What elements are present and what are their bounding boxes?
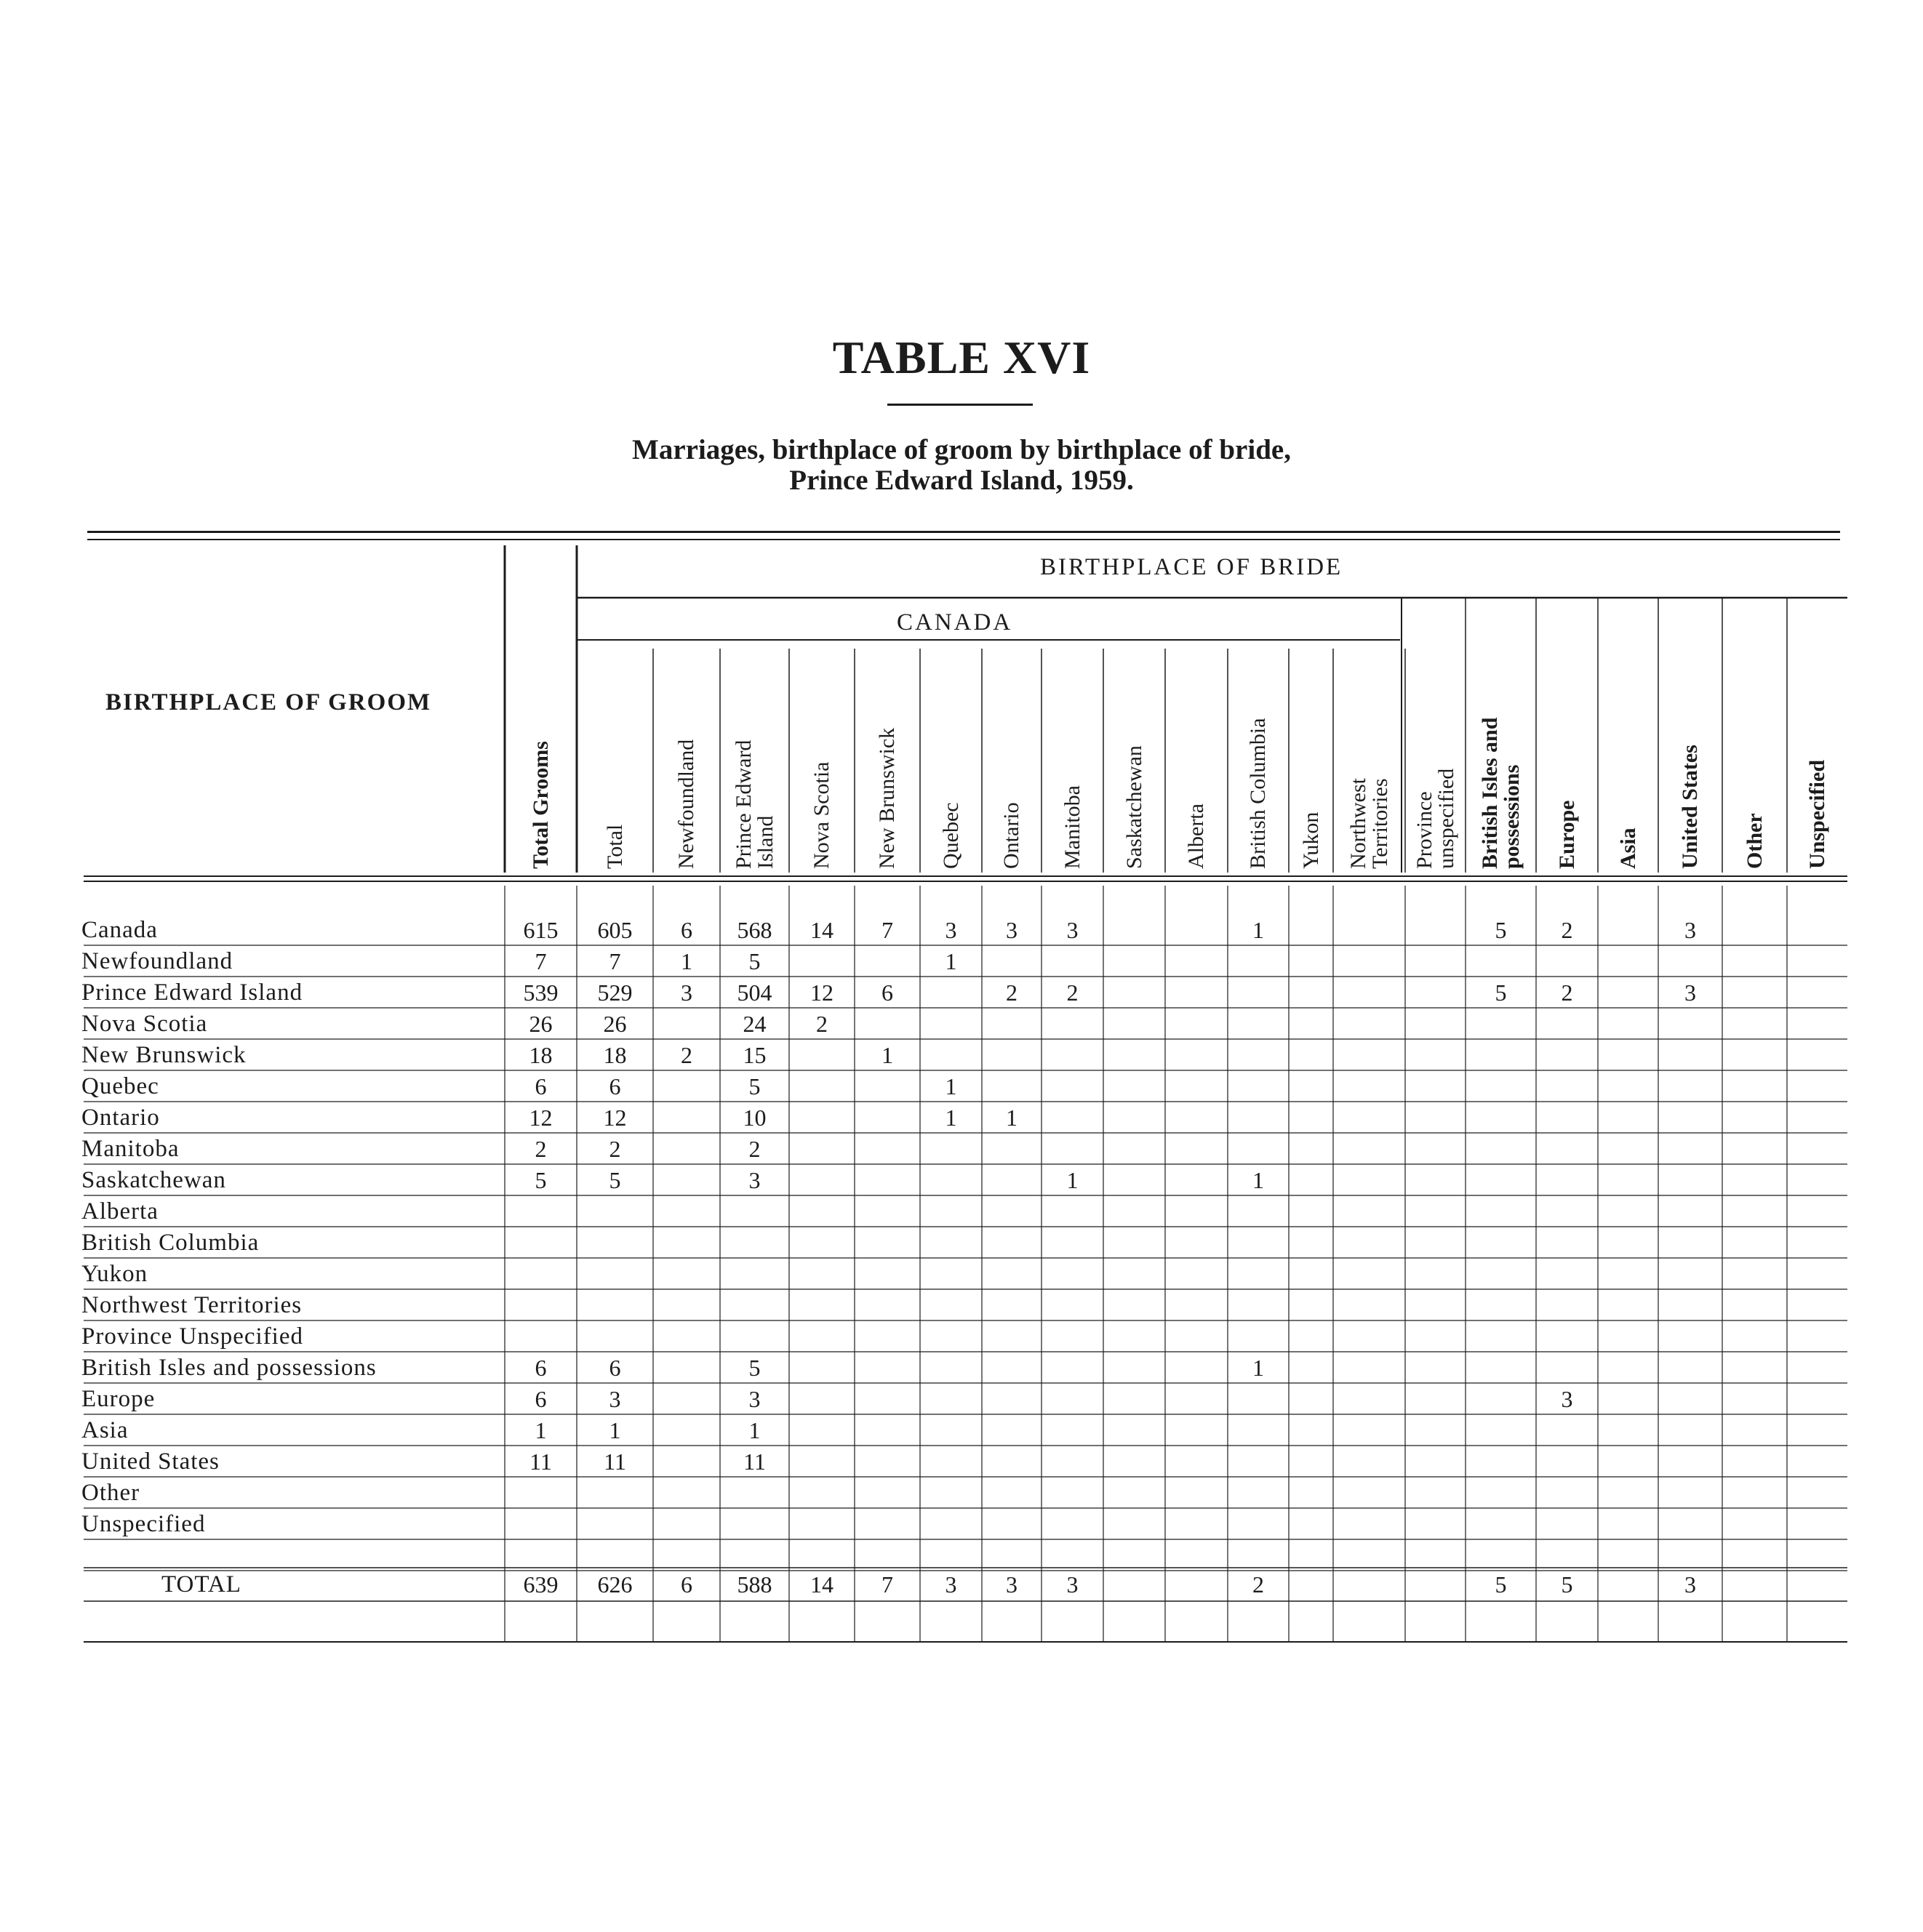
row-label-text: Ontario [81, 1105, 164, 1131]
table-cell: 3 [1006, 917, 1018, 943]
row-label [81, 1009, 497, 1039]
row-label [81, 1196, 497, 1227]
row-label-text: Northwest Territories [81, 1292, 306, 1318]
table-cell: 639 [523, 1571, 559, 1598]
subtitle-line-2: Prince Edward Island, 1959. [789, 465, 1134, 496]
row-label-text: Nova Scotia [81, 1011, 212, 1037]
table-cell: 5 [1561, 1571, 1573, 1598]
table-cell: 2 [1561, 917, 1573, 943]
subtitle-line-1: Marriages, birthplace of groom by birthplace of bride, [632, 434, 1291, 465]
table-cell: 3 [1684, 917, 1696, 943]
table-cell: 588 [737, 1571, 772, 1598]
table-cell: 3 [945, 1571, 957, 1598]
table-cell: 504 [737, 979, 772, 1006]
column-header-alberta: Alberta [1184, 803, 1208, 869]
table-cell: 1 [609, 1417, 621, 1443]
column-header-quebec: Quebec [938, 802, 963, 869]
column-header-british-columbia: British Columbia [1246, 718, 1270, 869]
row-label-text: Other [81, 1480, 144, 1506]
row-label [81, 1321, 497, 1352]
row-label [81, 915, 497, 945]
table-cell: 1 [1252, 1355, 1264, 1381]
row-label-text: Quebec [81, 1073, 164, 1099]
row-label-text: Saskatchewan [81, 1167, 231, 1193]
table-cell: 6 [681, 1571, 692, 1598]
row-label [81, 1384, 497, 1414]
table-cell: 12 [603, 1105, 627, 1131]
column-header-british-isles-and-possessions: British Isles and [1477, 717, 1502, 869]
table-cell: 1 [1252, 917, 1264, 943]
table-cell: 2 [535, 1136, 547, 1162]
table-cell: 14 [810, 917, 833, 943]
column-header-other: Other [1742, 813, 1767, 869]
table-cell: 2 [1006, 979, 1018, 1006]
spanner-canada: CANADA [897, 609, 1013, 636]
table-cell: 5 [1495, 917, 1507, 943]
table-cell: 5 [1495, 1571, 1507, 1598]
row-label [81, 1509, 497, 1539]
table-cell: 15 [743, 1042, 767, 1068]
table-cell: 2 [1066, 979, 1079, 1006]
table-cell: 5 [1495, 979, 1507, 1006]
column-header-unspecified: Unspecified [1804, 760, 1829, 869]
table-cell: 26 [529, 1011, 553, 1037]
column-header-ontario: Ontario [999, 802, 1023, 869]
column-header-prince-edward-island: Prince Edward [731, 739, 756, 869]
row-label [81, 946, 497, 977]
table-cell: 6 [881, 979, 893, 1006]
table-title: TABLE XVI [832, 332, 1091, 383]
column-header-manitoba: Manitoba [1060, 785, 1084, 869]
spanner-birthplace-of-bride: BIRTHPLACE OF BRIDE [1040, 554, 1343, 580]
table-cell: 529 [597, 979, 633, 1006]
row-label [81, 1040, 497, 1070]
table-cell: 3 [748, 1386, 761, 1412]
column-header-prince-edward-island: Island [753, 815, 777, 869]
table-cell: 1 [945, 1105, 957, 1131]
table-cell: 7 [881, 917, 893, 943]
table-cell: 7 [609, 948, 621, 974]
row-label-text: Unspecified [81, 1511, 209, 1537]
table-cell: 6 [681, 917, 692, 943]
row-label [81, 977, 497, 1008]
table-cell: 3 [1684, 979, 1696, 1006]
row-label [81, 1352, 497, 1383]
table-cell: 3 [1066, 1571, 1079, 1598]
table-cell: 539 [523, 979, 559, 1006]
column-header-northwest-territories: Territories [1367, 778, 1392, 869]
table-cell: 18 [603, 1042, 627, 1068]
table-cell: 26 [603, 1011, 627, 1037]
row-label [81, 1478, 497, 1508]
row-label [81, 1259, 497, 1289]
column-header-total-grooms: Total Grooms [528, 741, 553, 869]
table-cell: 5 [748, 1355, 761, 1381]
table-cell: 626 [597, 1571, 633, 1598]
table-cell: 5 [748, 1073, 761, 1099]
column-header-nova-scotia: Nova Scotia [809, 761, 833, 869]
column-header-total: Total [602, 824, 627, 869]
table-cell: 6 [609, 1355, 621, 1381]
table-cell: 1 [748, 1417, 761, 1443]
table-cell: 5 [609, 1167, 621, 1193]
table-cell: 1 [881, 1042, 893, 1068]
table-cell: 3 [609, 1386, 621, 1412]
table-cell: 11 [529, 1448, 552, 1475]
row-label-text: Yukon [81, 1261, 152, 1287]
table-cell: 24 [743, 1011, 767, 1037]
table-cell: 6 [535, 1386, 547, 1412]
table-cell: 7 [881, 1571, 893, 1598]
table-cell: 615 [523, 917, 559, 943]
table-cell: 1 [535, 1417, 547, 1443]
table-cell: 3 [1684, 1571, 1696, 1598]
row-label-text: British Isles and possessions [81, 1355, 381, 1381]
table-cell: 11 [743, 1448, 766, 1475]
column-header-yukon: Yukon [1298, 811, 1323, 869]
row-label [81, 1165, 497, 1195]
column-header-british-isles-and-possessions: possessions [1499, 764, 1524, 869]
table-cell: 1 [1006, 1105, 1018, 1131]
table-cell: 5 [748, 948, 761, 974]
table-cell: 11 [604, 1448, 626, 1475]
row-label-text: Manitoba [81, 1136, 183, 1162]
table-cell: 2 [681, 1042, 692, 1068]
row-label [81, 1227, 497, 1258]
row-label-text: Europe [81, 1386, 159, 1412]
leader-dots [81, 1592, 493, 1594]
table-cell: 5 [535, 1167, 547, 1193]
table-cell: 6 [535, 1355, 547, 1381]
stub-header: BIRTHPLACE OF GROOM [105, 689, 432, 716]
table-cell: 3 [681, 979, 692, 1006]
table-cell: 1 [681, 948, 692, 974]
table-cell: 3 [945, 917, 957, 943]
row-label-text: New Brunswick [81, 1042, 251, 1068]
leader-dots [81, 1438, 493, 1440]
table-cell: 14 [810, 1571, 833, 1598]
row-label [81, 1071, 497, 1102]
row-label [81, 1290, 497, 1320]
column-header-province-unspecified: unspecified [1434, 768, 1458, 869]
table-cell: 2 [1561, 979, 1573, 1006]
table-cell: 568 [737, 917, 772, 943]
table-cell: 3 [1066, 917, 1079, 943]
column-header-saskatchewan: Saskatchewan [1122, 745, 1146, 869]
column-header-province-unspecified: Province [1412, 791, 1436, 869]
table-cell: 3 [1561, 1386, 1573, 1412]
table-cell: 1 [1252, 1167, 1264, 1193]
column-header-europe: Europe [1554, 800, 1579, 869]
row-label-text: Prince Edward Island [81, 979, 307, 1006]
table-cell: 12 [529, 1105, 553, 1131]
column-header-united-states: United States [1678, 745, 1702, 869]
row-label-text: United States [81, 1448, 224, 1475]
table-cell: 3 [1006, 1571, 1018, 1598]
table-cell: 2 [816, 1011, 828, 1037]
row-label-text: Newfoundland [81, 948, 237, 974]
column-header-asia: Asia [1615, 827, 1640, 869]
table-cell: 605 [597, 917, 633, 943]
table-cell: 6 [609, 1073, 621, 1099]
column-header-northwest-territories: Northwest [1346, 778, 1370, 869]
table-cell: 7 [535, 948, 547, 974]
table-cell: 3 [748, 1167, 761, 1193]
table-cell: 2 [609, 1136, 621, 1162]
table-cell: 1 [945, 1073, 957, 1099]
table-cell: 6 [535, 1073, 547, 1099]
total-row-label [81, 1569, 497, 1600]
table-cell: 18 [529, 1042, 553, 1068]
row-label [81, 1102, 497, 1133]
row-label-text: Canada [81, 917, 162, 943]
row-label-text: TOTAL [161, 1571, 246, 1598]
column-header-new-brunswick: New Brunswick [875, 727, 899, 869]
table-cell: 12 [810, 979, 833, 1006]
row-label-text: Asia [81, 1417, 133, 1443]
row-label [81, 1446, 497, 1477]
row-label-text: British Columbia [81, 1230, 263, 1256]
row-label-text: Alberta [81, 1198, 163, 1224]
table-cell: 1 [945, 948, 957, 974]
table-cell: 1 [1066, 1167, 1079, 1193]
table-cell: 2 [1252, 1571, 1264, 1598]
row-label [81, 1134, 497, 1164]
table-cell: 10 [743, 1105, 767, 1131]
row-label [81, 1415, 497, 1446]
row-label-text: Province Unspecified [81, 1323, 308, 1350]
column-header-newfoundland: Newfoundland [674, 739, 698, 869]
table-cell: 2 [748, 1136, 761, 1162]
